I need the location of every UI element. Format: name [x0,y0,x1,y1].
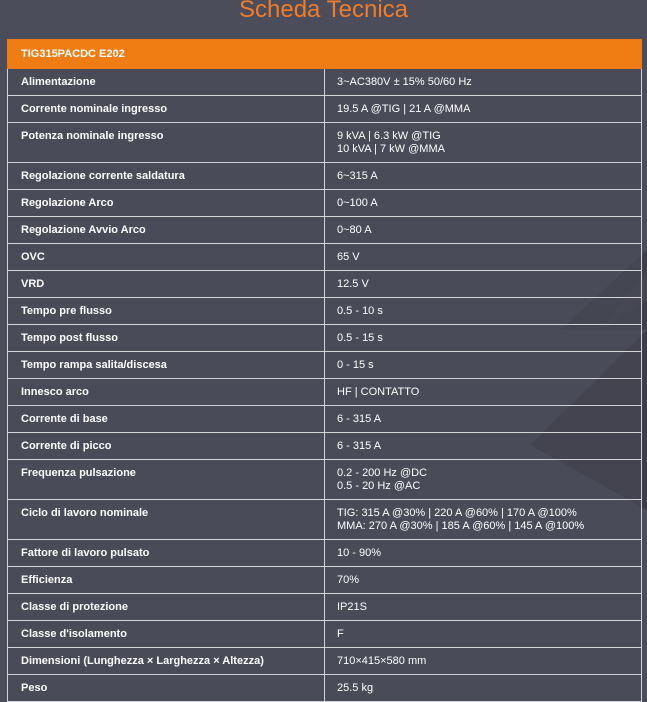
spec-label: Corrente di base [8,406,325,433]
spec-value-cell [325,190,642,217]
spec-value: 6 - 315 A [337,413,382,425]
spec-value: 9 kVA | 6.3 kW @TIG [337,130,441,142]
spec-label: Classe di protezione [8,594,325,621]
table-row [8,594,642,621]
spec-value: 0.5 - 15 s [337,332,383,344]
spec-value: 710×415×580 mm [337,655,427,667]
spec-value: F [337,628,344,640]
table-row [8,325,642,352]
spec-label: Tempo post flusso [8,325,325,352]
spec-value: 0~100 A [337,197,378,209]
spec-label: Corrente di picco [8,433,325,460]
spec-value: MMA: 270 A @30% | 185 A @60% | 145 A @100% [337,520,585,532]
spec-value: 19.5 A @TIG | 21 A @MMA [337,103,471,115]
spec-value-cell [325,379,642,406]
table-row [8,500,642,540]
spec-value-cell [325,648,642,675]
spec-label: Fattore di lavoro pulsato [8,540,325,567]
spec-value-cell [325,69,642,96]
spec-label: Corrente nominale ingresso [8,96,325,123]
spec-value-cell [325,675,642,702]
table-row [8,163,642,190]
spec-value-cell [325,271,642,298]
spec-value: 0~80 A [337,224,372,236]
spec-value-cell [325,460,642,500]
spec-value-cell [325,123,642,163]
spec-value: 0.2 - 200 Hz @DC [337,467,428,479]
spec-value: 70% [337,574,360,586]
spec-label: Tempo pre flusso [8,298,325,325]
table-row [8,621,642,648]
spec-value-cell [325,406,642,433]
spec-value-cell [325,567,642,594]
spec-value: 0.5 - 10 s [337,305,383,317]
table-row [8,244,642,271]
table-row [8,567,642,594]
spec-table-body [8,69,642,702]
spec-label: Regolazione Avvio Arco [8,217,325,244]
spec-label: Potenza nominale ingresso [8,123,325,163]
spec-value: 0.5 - 20 Hz @AC [337,480,421,492]
model-header: TIG315PACDC E202 [8,40,642,69]
spec-label: Tempo rampa salita/discesa [8,352,325,379]
table-row [8,352,642,379]
spec-value: 65 V [337,251,360,263]
table-header-row [8,40,642,69]
spec-label: Efficienza [8,567,325,594]
spec-value-cell [325,540,642,567]
spec-value-cell [325,244,642,271]
spec-value: HF | CONTATTO [337,386,420,398]
table-row [8,406,642,433]
spec-value: TIG: 315 A @30% | 220 A @60% | 170 A @100% [337,507,577,519]
spec-value-cell [325,325,642,352]
spec-value: 10 - 90% [337,547,382,559]
spec-label: Alimentazione [8,69,325,96]
table-row [8,675,642,702]
spec-value: IP21S [337,601,367,613]
spec-value: 12.5 V [337,278,369,290]
spec-label: Frequenza pulsazione [8,460,325,500]
table-row [8,540,642,567]
table-row [8,123,642,163]
spec-label: Regolazione corrente saldatura [8,163,325,190]
table-row [8,379,642,406]
spec-label: Innesco arco [8,379,325,406]
spec-value: 25.5 kg [337,682,374,694]
spec-value-cell [325,163,642,190]
spec-value: 10 kVA | 7 kW @MMA [337,143,445,155]
spec-table [7,39,642,702]
spec-value-cell [325,298,642,325]
spec-value: 0 - 15 s [337,359,374,371]
spec-label: VRD [8,271,325,298]
spec-label: Ciclo di lavoro nominale [8,500,325,540]
spec-label: Classe d'isolamento [8,621,325,648]
table-row [8,217,642,244]
spec-value-cell [325,621,642,648]
table-row [8,298,642,325]
spec-value-cell [325,217,642,244]
table-row [8,96,642,123]
table-row [8,433,642,460]
table-row [8,648,642,675]
spec-label: Dimensioni (Lunghezza × Larghezza × Altezza) [8,648,325,675]
spec-label: OVC [8,244,325,271]
table-row [8,190,642,217]
table-row [8,271,642,298]
spec-label: Peso [8,675,325,702]
table-row [8,460,642,500]
spec-value-cell [325,433,642,460]
spec-value-cell [325,96,642,123]
spec-value-cell [325,594,642,621]
spec-value: 6 - 315 A [337,440,382,452]
spec-value-cell [325,352,642,379]
spec-value: 6~315 A [337,170,378,182]
page-title: Scheda Tecnica [238,0,408,23]
spec-label: Regolazione Arco [8,190,325,217]
table-row [8,69,642,96]
spec-value-cell [325,500,642,540]
spec-value: 3~AC380V ± 15% 50/60 Hz [337,76,472,88]
